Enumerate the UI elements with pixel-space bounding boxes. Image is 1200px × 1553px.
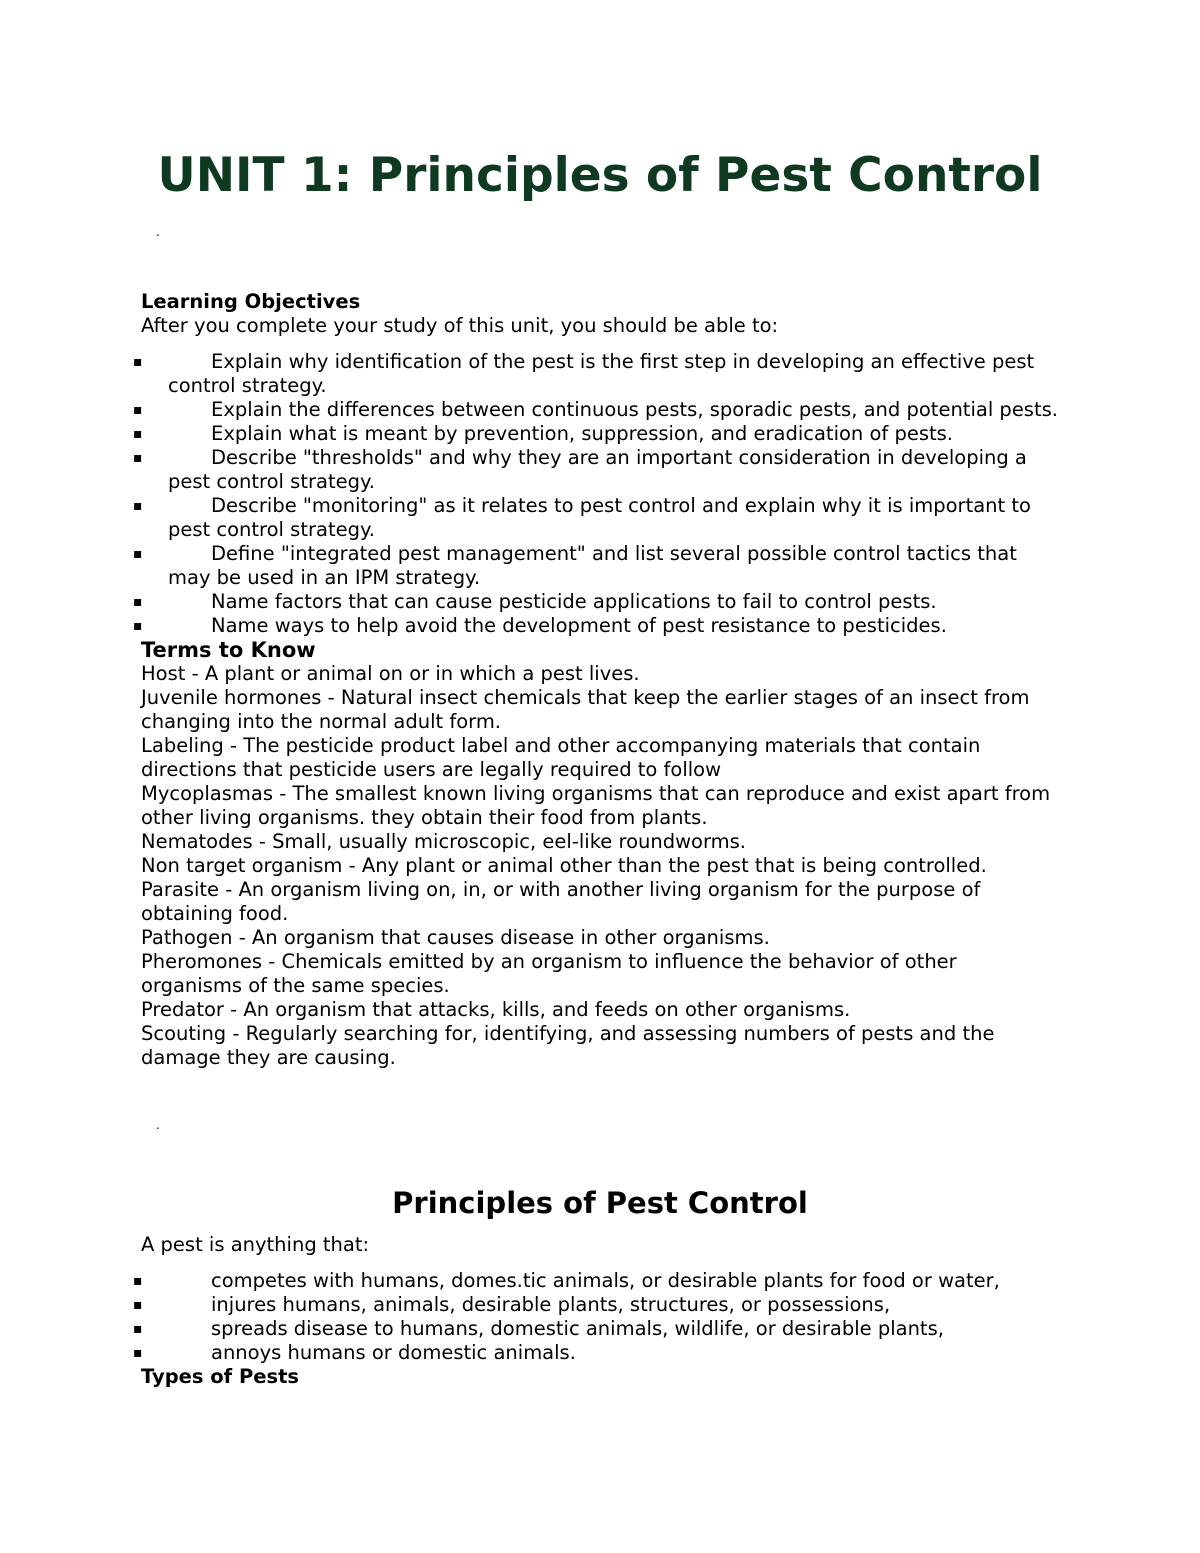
learning-objectives-intro: After you complete your study of this unit, you should be able to:	[141, 314, 779, 337]
list-item: ▪ Define "integrated pest management" and list several possible control tactics that may be used in an IPM strategy.	[133, 542, 1017, 589]
bullet-icon: ▪	[133, 402, 143, 418]
term-item: Host - A plant or animal on or in which a pest lives.	[141, 662, 640, 685]
term-item: Parasite - An organism living on, in, or with another living organism for the purpose of obtaining food.	[141, 878, 981, 925]
bullet-icon: ▪	[133, 426, 143, 442]
types-of-pests-heading: Types of Pests	[141, 1365, 299, 1388]
term-item: Mycoplasmas - The smallest known living organisms that can reproduce and exist apart from other living organisms. they obtain their food from plants.	[141, 782, 1051, 829]
list-item: ▪ Name ways to help avoid the development of pest resistance to pesticides.	[133, 614, 947, 637]
list-item: ▪ Explain the differences between continuous pests, sporadic pests, and potential pests.	[133, 398, 1058, 421]
dot-marker-top: .	[156, 225, 160, 239]
list-item: ▪ annoys humans or domestic animals.	[133, 1341, 576, 1364]
bullet-icon: ▪	[133, 1321, 143, 1337]
page-title: UNIT 1: Principles of Pest Control	[157, 148, 1043, 203]
principles-section	[0, 1186, 1200, 1388]
term-item: Scouting - Regularly searching for, identifying, and assessing numbers of pests and the damage they are causing.	[141, 1022, 995, 1069]
list-item: ▪ Name factors that can cause pesticide applications to fail to control pests.	[133, 590, 937, 613]
term-item: Non target organism - Any plant or animal other than the pest that is being controlled.	[141, 854, 987, 877]
bullet-icon: ▪	[133, 1297, 143, 1313]
term-item: Nematodes - Small, usually microscopic, eel-like roundworms.	[141, 830, 747, 853]
principles-content	[133, 1233, 1061, 1389]
bullet-icon: ▪	[133, 594, 143, 610]
principles-heading: Principles of Pest Control	[392, 1186, 808, 1220]
list-item: ▪ competes with humans, domes.tic animals, or desirable plants for food or water,	[133, 1269, 1000, 1292]
term-item: Predator - An organism that attacks, kills, and feeds on other organisms.	[141, 998, 851, 1021]
bullet-icon: ▪	[133, 354, 143, 370]
bullet-icon: ▪	[133, 1345, 143, 1361]
list-item: ▪ Explain what is meant by prevention, suppression, and eradication of pests.	[133, 422, 954, 445]
list-item: ▪ spreads disease to humans, domestic animals, wildlife, or desirable plants,	[133, 1317, 944, 1340]
bullet-icon: ▪	[133, 450, 143, 466]
terms-list	[141, 662, 1061, 1070]
bullet-icon: ▪	[133, 546, 143, 562]
terms-heading: Terms to Know	[141, 638, 316, 662]
principles-intro: A pest is anything that:	[141, 1233, 370, 1256]
learning-objectives-list	[133, 350, 1061, 638]
pest-definition-list	[133, 1269, 1061, 1365]
dot-marker-bottom: .	[156, 1118, 160, 1132]
learning-objectives-heading: Learning Objectives	[141, 290, 361, 313]
list-item: ▪ injures humans, animals, desirable plants, structures, or possessions,	[133, 1293, 891, 1316]
term-item: Juvenile hormones - Natural insect chemicals that keep the earlier stages of an insect from changing into the normal adult form.	[141, 686, 1030, 733]
list-item: ▪ Explain why identification of the pest is the first step in developing an effective pest control strategy.	[133, 350, 1035, 397]
bullet-icon: ▪	[133, 498, 143, 514]
list-item: ▪ Describe "thresholds" and why they are an important consideration in developing a pest control strategy.	[133, 446, 1027, 493]
term-item: Pathogen - An organism that causes disease in other organisms.	[141, 926, 770, 949]
bullet-icon: ▪	[133, 618, 143, 634]
bullet-icon: ▪	[133, 1273, 143, 1289]
term-item: Labeling - The pesticide product label and other accompanying materials that contain directions that pesticide users are legally required to follow	[141, 734, 981, 781]
list-item: ▪ Describe "monitoring" as it relates to pest control and explain why it is important to pest control strategy.	[133, 494, 1031, 541]
term-item: Pheromones - Chemicals emitted by an organism to influence the behavior of other organisms of the same species.	[141, 950, 957, 997]
unit-intro-content	[133, 290, 1061, 1070]
